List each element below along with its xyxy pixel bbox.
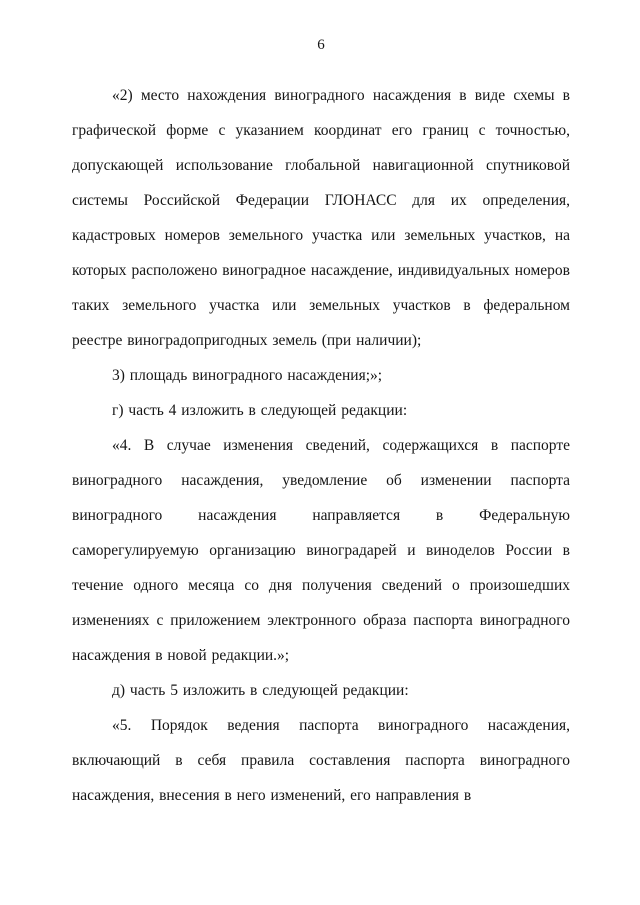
paragraph-part-5: «5. Порядок ведения паспорта виноградного насаждения, включающий в себя правила составления паспорта виноградного насаждения, внесения в него изменений, его направления в [72,717,570,804]
page-number: 6 [317,37,325,53]
paragraph-amendment-d: д) часть 5 изложить в следующей редакции: [112,682,409,699]
paragraph-amendment-g: г) часть 4 изложить в следующей редакции: [112,402,408,419]
paragraph-subitem-2: «2) место нахождения виноградного насаждения в виде схемы в графической форме с указанием координат его границ с точностью, допускающей использование глобальной навигационной спутниковой системы Российской Федерации ГЛОНАСС для их определения, кадастровых номеров земельного участка или земельных участков, на которых расположено виноградное насаждение, индивидуальных номеров таких земельного участка или земельных участков в федеральном реестре виноградопригодных земель (при наличии); [72,87,570,349]
paragraph-subitem-3: 3) площадь виноградного насаждения;»; [112,367,383,384]
document-body [72,78,570,813]
paragraph-part-4: «4. В случае изменения сведений, содержащихся в паспорте виноградного насаждения, уведомление об изменении паспорта виноградного насаждения направляется в Федеральную саморегулируемую организацию виноградарей и виноделов России в течение одного месяца со дня получения сведений о произошедших изменениях с приложением электронного образа паспорта виноградного насаждения в новой редакции.»; [72,437,570,664]
